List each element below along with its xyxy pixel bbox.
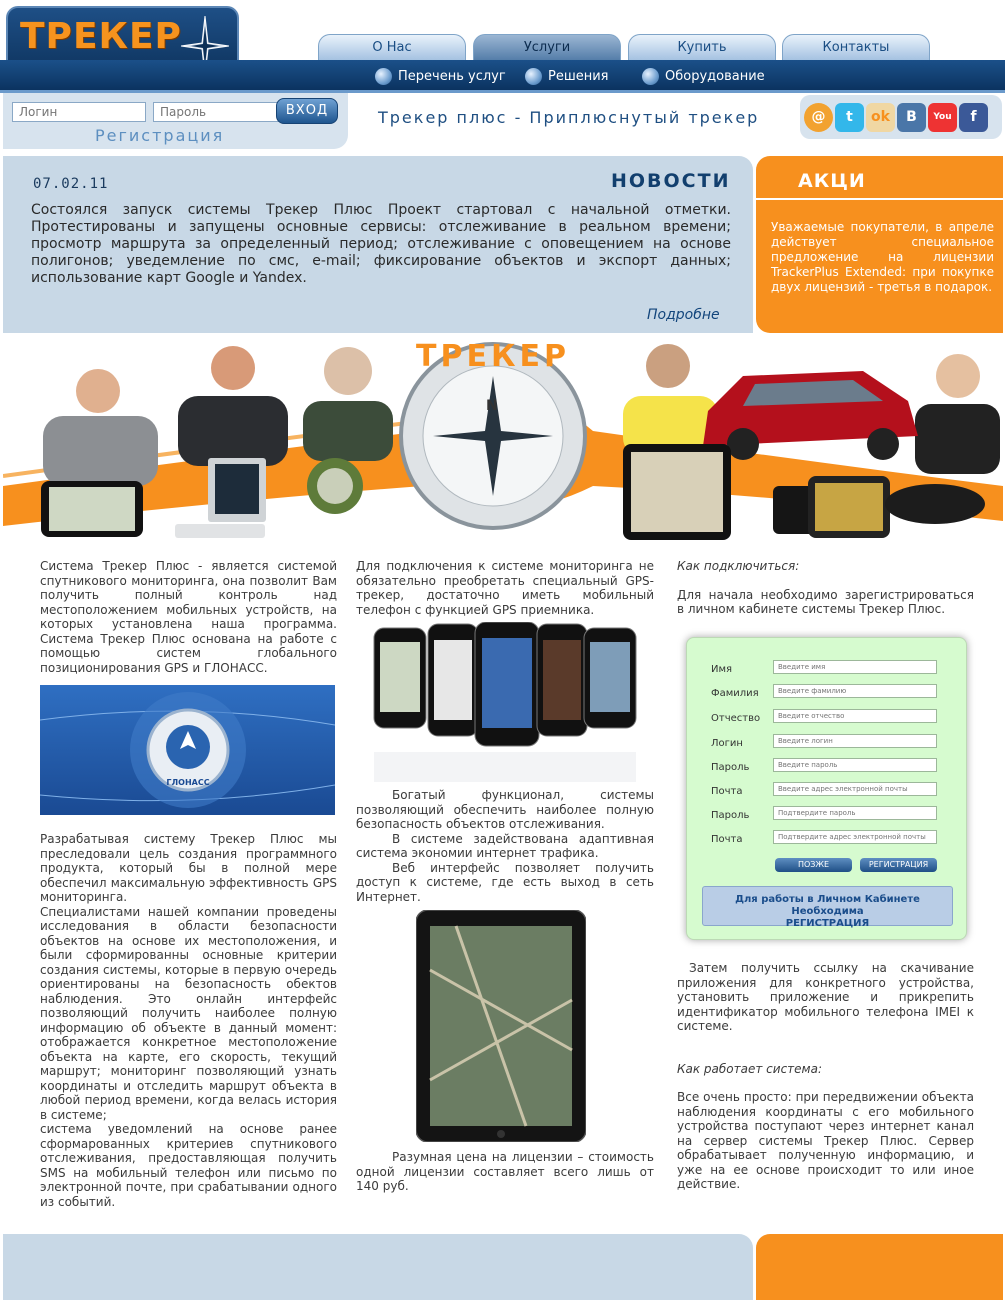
news-panel [3,156,753,333]
email-label: Почта [711,786,743,797]
column-about-more [40,832,337,1209]
login-label: Логин [711,738,743,749]
how-it-works-paragraph: Все очень просто: при передвижении объекта наблюдения координаты с его мобильного устройства поступают через интернет канал на сервер системы Трекер Плюс. Сервер обрабатывает полученную информацию, и уже на ее основе происходит то или иное действие. [677,1090,974,1191]
subnav-bar [0,60,1005,93]
hero-banner [3,336,1003,552]
promo-panel [756,156,1003,333]
footer-left-panel [3,1234,753,1300]
tablet-image [416,910,586,1142]
login-button[interactable]: ВХОД [276,98,338,124]
features-paragraph-4: Веб интерфейс позволяет получить доступ к системе, где есть выход в сеть Интернет. [356,860,654,904]
registration-note-line2: РЕГИСТРАЦИЯ [785,918,870,929]
bullet-icon [642,68,659,85]
login-panel [3,93,348,149]
email-confirm-label: Почта [711,834,743,845]
howto-paragraph-1: Для начала необходимо зарегистрироваться в личном кабинете системы Трекер Плюс. [677,587,974,616]
glonass-image [40,685,335,815]
facebook-icon[interactable]: f [959,103,988,132]
subnav-label: Перечень услуг [398,69,506,84]
about-paragraph-1: Система Трекер Плюс - является системой спутникового мониторинга, она позволит Вам получить полный контроль над местоположением мобильных устройств, на которых установлена наша программа. Система Трекер Плюс основана на работе с помощью систем глобального позиционирования GPS и ГЛОНАСС. [40,559,337,675]
tab-buy[interactable]: Купить [628,34,776,62]
subnav-label: Решения [548,69,609,84]
column-features [356,559,654,617]
promo-body: Уважаемые покупатели, в апреле действует специальное предложение на лицензии TrackerPlus Extended: при покупке двух лицензий - третья в подарок. [771,220,994,294]
tab-contacts[interactable]: Контакты [782,34,930,62]
email-confirm-field[interactable] [773,830,937,844]
column-about [40,559,337,675]
howto-heading: Как подключиться: [677,559,800,573]
mail-icon[interactable]: @ [804,103,833,132]
bullet-icon [525,68,542,85]
column-howto-more [677,961,974,1192]
tab-services[interactable]: Услуги [473,34,621,62]
first-name-label: Имя [711,664,733,675]
registration-note-line1: Для работы в Личном Кабинете Необходима [735,894,920,917]
features-paragraph-5: Разумная цена на лицензии – стоимость одной лицензии составляет всего лишь от 140 руб. [356,1150,654,1193]
subnav-services-list[interactable] [375,68,506,85]
login-field[interactable] [12,102,146,122]
features-paragraph-1: Для подключения к системе мониторинга не обязательно преобретать специальный GPS-трекер, достаточно иметь мобильный телефон с функцией GPS приемника. [356,559,654,617]
first-name-field[interactable] [773,660,937,674]
password-label: Пароль [711,762,750,773]
svg-text:N: N [486,398,498,414]
bullet-icon [375,68,392,85]
subnav-equipment[interactable] [642,68,765,85]
news-more-link[interactable]: Подробне [647,307,720,323]
last-name-field[interactable] [773,684,937,698]
promo-heading: АКЦИ [798,170,866,192]
about-paragraph-4: система уведомлений на основе ранее сформарованных критериев спутникового отслеживания, предоставляющая получить SMS на мобильный телефон или письмо по электронной почте, при срабатывании одного из событий. [40,1122,337,1209]
youtube-icon[interactable]: You [928,103,957,132]
register-link[interactable]: Регистрация [95,126,225,145]
news-date: 07.02.11 [33,176,109,192]
later-button[interactable]: ПОЗЖЕ [775,858,852,872]
subnav-label: Оборудование [665,69,765,84]
howto-paragraph-2: Затем получить ссылку на скачивание приложения для конкретного устройства, установить приложение и прикрепить идентификатор мобильного телефона IMEI к системе. [677,961,974,1033]
reg-login-field[interactable] [773,734,937,748]
subnav-solutions[interactable] [525,68,609,85]
reg-email-field[interactable] [773,782,937,796]
footer-right-panel [756,1234,1003,1300]
news-body: Состоялся запуск системы Трекер Плюс Проект стартовал с начальной отметки. Протестированы и запущены основные сервисы: отслеживание в реальном времени; просмотр маршрута за определенный период; отслеживание с оповещением на основе полигонов; уведемление по смс, e-mail; фиксирование объектов и экспорт данных; использование карт Google и Yandex. [31,202,731,286]
site-slogan: Трекер плюс - Приплюснутый трекер [378,108,760,127]
password-confirm-label: Пароль [711,810,750,821]
registration-form [686,637,967,940]
news-heading: НОВОСТИ [611,170,731,192]
about-paragraph-3: Специалистами нашей компании проведены исследования в области безопасности объектов на основе их местоположения, и были сформированны основные критерии создания системы, которые в первую очередь ориентированы на безопасность обектов наблюдения. Это онлайн интерфейс позволяющий получить наиболее полную информацию об объекте в данный момент: отображается конкретное местоположение объекта на карте, его скорость, текущий маршрут; мониторинг позволяющий узнать координаты и отследить маршрут объекта в любой период времени, когда велась история в системе; [40,904,337,1122]
twitter-icon[interactable]: t [835,103,864,132]
features-paragraph-2: Богатый функционал, системы позволяющий обеспечить наиболее полную безопасность объектов отслеживания. [356,788,654,831]
banner-title: ТРЕКЕР [416,339,570,374]
vkontakte-icon[interactable]: B [897,103,926,132]
odnoklassniki-icon[interactable]: ok [866,103,895,132]
register-button[interactable]: РЕГИСТРАЦИЯ [860,858,937,872]
patronymic-label: Отчество [711,713,761,724]
column-features-more [356,788,654,904]
patronymic-field[interactable] [773,709,937,723]
how-it-works-heading: Как работает система: [677,1061,822,1076]
about-paragraph-2: Разрабатывая систему Трекер Плюс мы преследовали цель создания программного продукта, который бы в полной мере обеспечил максимальную эффективность GPS мониторинга. [40,832,337,904]
social-bar [800,95,1002,139]
features-paragraph-3: В системе задействована адаптивная система экономии интернет трафика. [356,831,654,860]
column-price [356,1150,654,1194]
last-name-label: Фамилия [711,688,759,699]
phones-image [372,622,640,782]
glonass-badge-text: ГЛОНАСС [166,778,210,787]
tab-about[interactable]: О Нас [318,34,466,62]
password-field[interactable] [153,102,287,122]
promo-divider [756,198,1003,200]
column-howto [677,559,974,617]
registration-note[interactable] [702,886,953,929]
logo-main-text: ТРЕКЕР [20,16,182,57]
password-confirm-field[interactable] [773,806,937,820]
reg-password-field[interactable] [773,758,937,772]
